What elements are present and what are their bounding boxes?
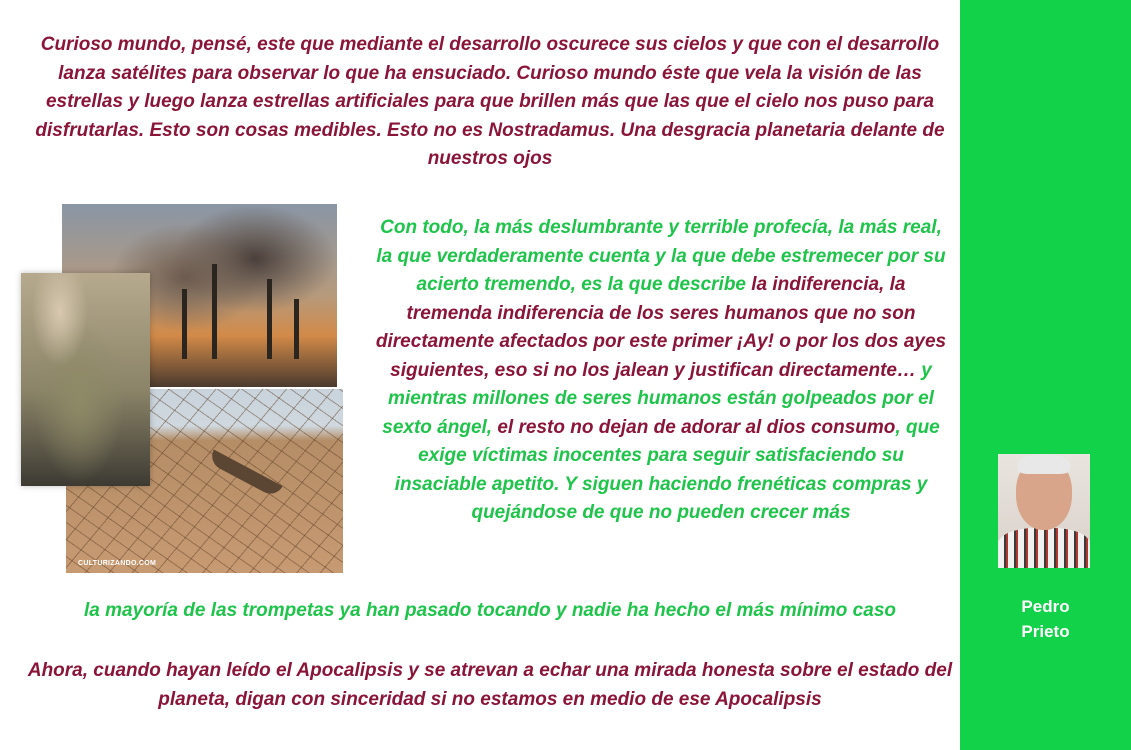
chimney-shape <box>182 289 187 359</box>
author-avatar <box>998 454 1090 568</box>
author-name <box>960 594 1131 644</box>
chimney-shape <box>267 279 272 359</box>
intro-paragraph: Curioso mundo, pensé, este que mediante el desarrollo oscurece sus cielos y que con el desarrollo lanza satélites para observar lo que ha ensuciado. Curioso mundo éste que vela la visión de las estrellas y luego lanza estrellas artificiales para que brillen más que las que el cielo nos puso para disfrutarlas. Esto son cosas medibles. Esto no es Nostradamus. Una desgracia planetaria delante de nuestros ojos <box>35 34 945 169</box>
prophecy-text-green: Con todo, la más deslumbrante y terrible profecía, la más real, la que verdaderamente cuenta y la que debe estremecer por su acierto tremendo, es la que describe <box>376 217 946 295</box>
prophecy-text-maroon: la indiferencia, la tremenda indiferencia de los seres humanos que no son directamente afectados por este primer ¡Ay! o por los dos ayes siguientes, eso si no los jalean y justifican directamente… <box>375 274 947 381</box>
prophecy-text-green: , que exige víctimas inocentes para seguir satisfaciendo su insaciable apetito. Y siguen haciendo frenéticas compras y quejándose de que no pueden crecer más <box>394 416 940 523</box>
author-last-name: Prieto <box>1021 622 1070 641</box>
prophet-image <box>21 273 150 486</box>
trumpets-paragraph: la mayoría de las trompetas ya han pasado tocando y nadie ha hecho el más mínimo caso <box>84 600 896 621</box>
closing-paragraph: Ahora, cuando hayan leído el Apocalipsis y se atrevan a echar una mirada honesta sobre el estado del planeta, digan con sinceridad si no estamos en medio de ese Apocalipsis <box>27 660 953 710</box>
boat-shape <box>207 450 282 499</box>
prophecy-paragraph <box>372 214 950 528</box>
author-first-name: Pedro <box>1021 597 1070 616</box>
prophecy-text-green: y mientras millones de seres humanos están golpeados por el sexto ángel, <box>382 359 934 438</box>
image-watermark: CULTURIZANDO.COM <box>78 560 157 567</box>
chimney-shape <box>212 264 217 359</box>
avatar-hair <box>1018 454 1070 474</box>
avatar-shirt <box>998 528 1090 568</box>
prophecy-text-maroon: el resto no dejan de adorar al dios consumo <box>492 416 896 438</box>
chimney-shape <box>294 299 299 359</box>
author-sidebar <box>960 0 1131 750</box>
